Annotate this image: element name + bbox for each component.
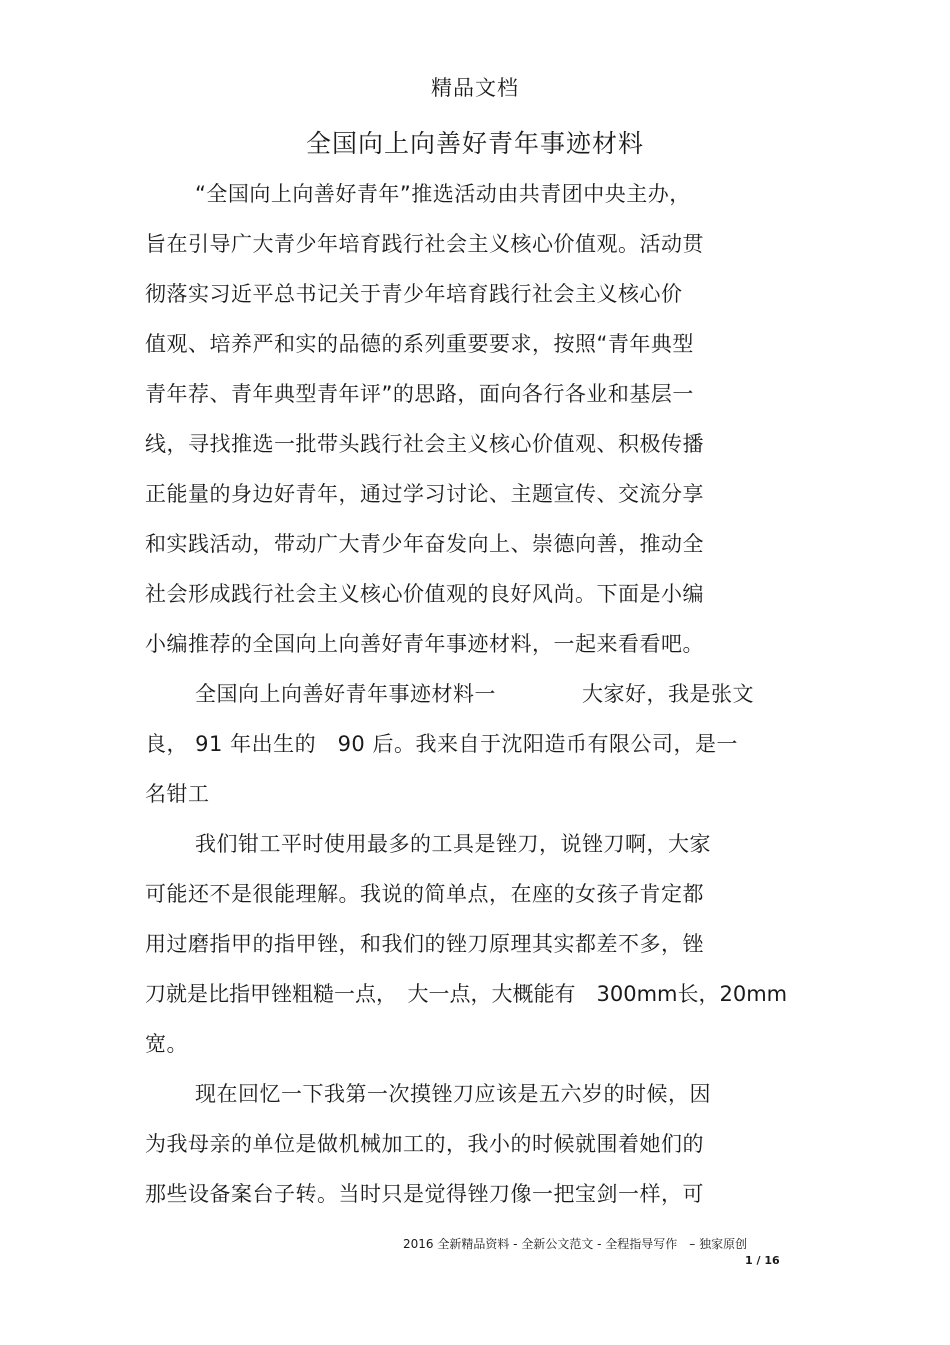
text-line: 那些设备案台子转。当时只是觉得锉刀像一把宝剑一样，可 — [145, 1182, 704, 1206]
text-line: 为我母亲的单位是做机械加工的，我小的时候就围着她们的 — [145, 1132, 704, 1156]
footer-text: 2016 全新精品资料 - 全新公文范文 - 全程指导写作 – 独家原创 — [403, 1237, 748, 1251]
text-line: 线，寻找推选一批带头践行社会主义核心价值观、积极传播 — [145, 432, 704, 456]
text-line: 用过磨指甲的指甲锉，和我们的锉刀原理其实都差不多，锉 — [145, 932, 704, 956]
page-number: 1 / 16 — [745, 1254, 780, 1267]
text-line: 可能还不是很能理解。我说的简单点，在座的女孩子肯定都 — [145, 882, 704, 906]
text-line: 旨在引导广大青少年培育践行社会主义核心价值观。活动贯 — [145, 232, 704, 256]
text-line: 名钳工 — [145, 782, 210, 806]
text-line: 小编推荐的全国向上向善好青年事迹材料，一起来看看吧。 — [145, 632, 704, 656]
text-line: 正能量的身边好青年，通过学习讨论、主题宣传、交流分享 — [145, 482, 704, 506]
text-line: “全国向上向善好青年”推选活动由共青团中央主办， — [195, 182, 691, 206]
text-line: 青年荐、青年典型青年评”的思路，面向各行各业和基层一 — [145, 382, 694, 406]
text-line: 刀就是比指甲锉粗糙一点， 大一点，大概能有 300mm长，20mm — [145, 982, 788, 1006]
document-header: 精品文档 — [431, 76, 519, 100]
text-line: 全国向上向善好青年事迹材料一 大家好，我是张文 — [195, 682, 754, 706]
text-line: 宽。 — [145, 1032, 188, 1056]
text-line: 我们钳工平时使用最多的工具是锉刀，说锉刀啊，大家 — [195, 832, 711, 856]
text-line: 现在回忆一下我第一次摸锉刀应该是五六岁的时候，因 — [195, 1082, 711, 1106]
document-title: 全国向上向善好青年事迹材料 — [305, 129, 644, 158]
text-line: 和实践活动，带动广大青少年奋发向上、崇德向善，推动全 — [145, 532, 704, 556]
text-line: 彻落实习近平总书记关于青少年培育践行社会主义核心价 — [145, 282, 683, 306]
text-line: 值观、培养严和实的品德的系列重要要求，按照“青年典型 — [145, 332, 694, 356]
text-line: 社会形成践行社会主义核心价值观的良好风尚。下面是小编 — [145, 582, 704, 606]
text-line: 良， 91 年出生的 90 后。我来自于沈阳造币有限公司，是一 — [145, 732, 738, 756]
